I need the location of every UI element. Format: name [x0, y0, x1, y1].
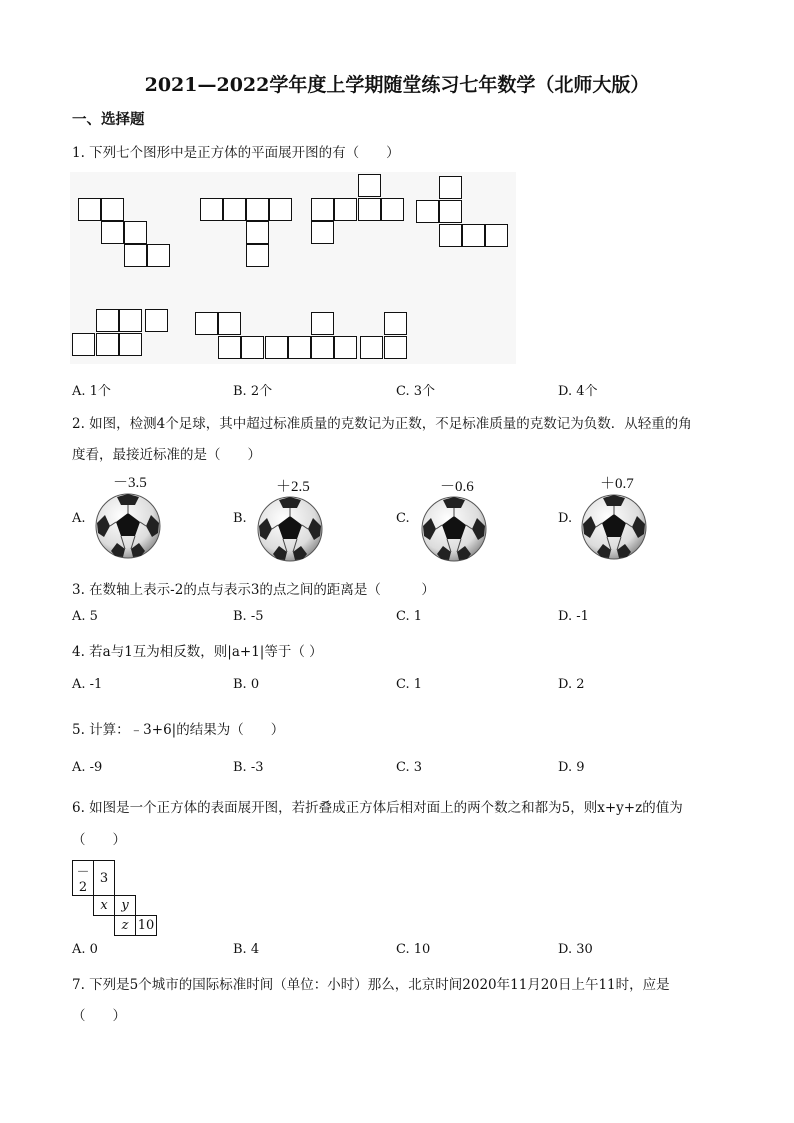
option-a: A. -9 [72, 760, 103, 775]
question-5-stem: 5. 计算：﹣3+6|的结果为（ ） [72, 722, 285, 738]
question-6-stem-line1: 6. 如图是一个正方体的表面展开图，若折叠成正方体后相对面上的两个数之和都为5，则x+y+z的值为 [72, 800, 683, 816]
question-3-stem: 3. 在数轴上表示-2的点与表示3的点之间的距离是（ ） [72, 582, 435, 598]
question-6-stem-line2: （ ） [72, 832, 126, 848]
net-4-cell [416, 200, 439, 223]
question-1-stem: 1. 下列七个图形中是正方体的平面展开图的有（ ） [72, 145, 400, 161]
soccer-ball-icon [95, 493, 161, 559]
net-7-cell [311, 312, 334, 335]
net-1-cell [101, 198, 124, 221]
net-1-cell [78, 198, 101, 221]
option-b: B. 4 [233, 942, 260, 957]
ball-option-c-letter-visible: C. [396, 511, 410, 526]
question-7-stem-line1: 7. 下列是5个城市的国际标准时间（单位：小时）那么，北京时间2020年11月20日上午11时，应是 [72, 977, 670, 993]
ball-a-value: －3.5 [113, 475, 147, 491]
net-7-cell [334, 336, 357, 359]
option-c: C. 3 [396, 760, 423, 775]
net-5-cell [96, 333, 119, 356]
option-c: C. 3个 [396, 384, 436, 399]
ball-option-b-letter: B. [233, 511, 247, 526]
net-2-cell [246, 221, 269, 244]
option-d: D. 2 [558, 677, 585, 692]
question-4-stem: 4. 若a与1互为相反数，则|a+1|等于（ ） [72, 644, 323, 660]
net-3-cell [358, 174, 381, 197]
net-6-cell [241, 336, 264, 359]
cube-nets-figure [70, 172, 516, 364]
net-4-cell [462, 224, 485, 247]
cube-net-numbers-figure [72, 860, 157, 936]
section-heading: 一、选择题 [72, 111, 145, 128]
net-6-cell [218, 312, 241, 335]
net-1-cell [147, 244, 170, 267]
option-d: D. -1 [558, 609, 589, 624]
cube-cell: 10 [136, 916, 157, 936]
option-a: A. 0 [72, 942, 98, 957]
net-3-cell [311, 221, 334, 244]
option-b: B. 0 [233, 677, 260, 692]
net-5-cell [119, 309, 142, 332]
option-d: D. 4个 [558, 384, 598, 399]
net-6-cell [218, 336, 241, 359]
net-3-cell [381, 198, 404, 221]
ball-c-value: －0.6 [440, 479, 474, 495]
option-c: C. 1 [396, 677, 423, 692]
question-2-stem-line1: 2. 如图，检测4个足球，其中超过标准质量的克数记为正数，不足标准质量的克数记为负数．从轻重的角 [72, 416, 692, 432]
net-3-cell [334, 198, 357, 221]
cube-cell-y: y [115, 896, 136, 916]
document-title: 2021—2022学年度上学期随堂练习七年数学（北师大版） [144, 74, 650, 96]
net-2-cell [200, 198, 223, 221]
net-7-cell [360, 336, 383, 359]
option-b: B. 2个 [233, 384, 273, 399]
soccer-ball-icon [581, 494, 647, 560]
net-6-cell [288, 336, 311, 359]
net-5-cell [145, 309, 168, 332]
cube-cell-z: z [115, 916, 136, 936]
net-2-cell [246, 244, 269, 267]
ball-option-d-letter: D. [558, 511, 573, 526]
net-6-cell [265, 336, 288, 359]
option-b: B. -5 [233, 609, 264, 624]
ball-d-value: ＋0.7 [600, 476, 634, 492]
option-a: A. -1 [72, 677, 103, 692]
net-2-cell [246, 198, 269, 221]
option-c: C. 10 [396, 942, 431, 957]
option-a: A. 1个 [72, 384, 111, 399]
net-5-cell [96, 309, 119, 332]
net-5-cell [119, 333, 142, 356]
soccer-ball-icon [421, 496, 487, 562]
option-d: D. 9 [558, 760, 585, 775]
cube-cell: 3 [94, 861, 115, 896]
net-4-cell [439, 200, 462, 223]
question-7-stem-line2: （ ） [72, 1008, 126, 1024]
net-7-cell [384, 336, 407, 359]
net-3-cell [358, 198, 381, 221]
net-6-cell [195, 312, 218, 335]
option-c: C. 1 [396, 609, 423, 624]
option-d: D. 30 [558, 942, 593, 957]
net-3-cell [311, 198, 334, 221]
net-2-cell [269, 198, 292, 221]
cube-cell: －2 [73, 861, 94, 896]
net-1-cell [124, 244, 147, 267]
net-4-cell [485, 224, 508, 247]
net-1-cell [101, 221, 124, 244]
option-a: A. 5 [72, 609, 98, 624]
net-1-cell [124, 221, 147, 244]
soccer-ball-icon [257, 496, 323, 562]
net-5-cell [72, 333, 95, 356]
ball-b-value: ＋2.5 [276, 479, 310, 495]
option-b: B. -3 [233, 760, 264, 775]
net-2-cell [223, 198, 246, 221]
net-7-cell [384, 312, 407, 335]
question-2-stem-line2: 度看，最接近标准的是（ ） [72, 447, 261, 463]
ball-option-a-letter: A. [72, 511, 86, 526]
net-4-cell [439, 176, 462, 199]
cube-cell-x: x [94, 896, 115, 916]
net-7-cell [311, 336, 334, 359]
net-4-cell [439, 224, 462, 247]
